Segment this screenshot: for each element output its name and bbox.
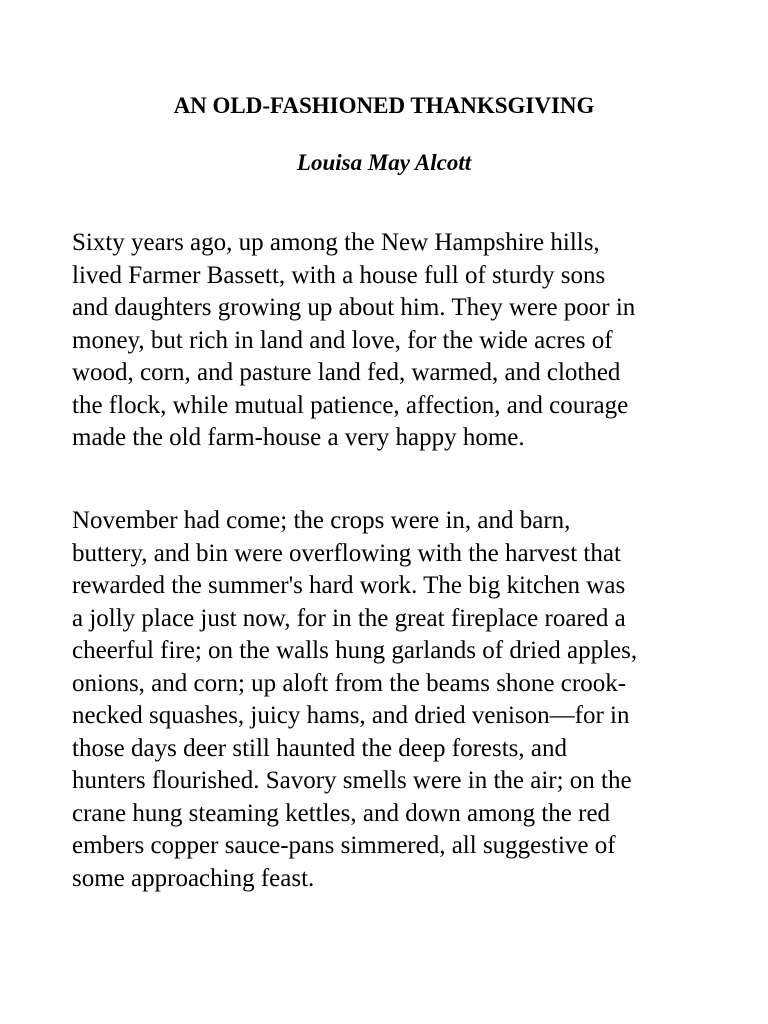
text-line: hunters flourished. Savory smells were in the air; on the <box>72 767 632 794</box>
text-line: crane hung steaming kettles, and down among the red <box>72 799 611 827</box>
text-line: necked squashes, juicy hams, and dried venison—for in <box>72 702 630 729</box>
text-line: and daughters growing up about him. They were poor in <box>72 294 636 321</box>
page-title: AN OLD-FASHIONED THANKSGIVING <box>173 93 595 118</box>
text-line: those days deer still haunted the deep forests, and <box>72 734 567 762</box>
paragraph-1 <box>72 227 702 455</box>
text-line: Sixty years ago, up among the New Hampshire hills, <box>72 229 600 256</box>
text-line: made the old farm-house a very happy home. <box>72 424 525 451</box>
text-line: buttery, and bin were overflowing with the harvest that <box>72 539 621 567</box>
text-line: embers copper sauce-pans simmered, all suggestive of <box>72 832 616 859</box>
text-line: cheerful fire; on the walls hung garlands of dried apples, <box>72 637 638 664</box>
text-line: onions, and corn; up aloft from the beams shone crook- <box>72 669 627 697</box>
text-line: November had come; the crops were in, and barn, <box>72 507 571 534</box>
text-line: the flock, while mutual patience, affection, and courage <box>72 391 629 419</box>
author-name: Louisa May Alcott <box>296 150 472 175</box>
text-line: money, but rich in land and love, for the wide acres of <box>72 326 613 354</box>
text-line: lived Farmer Bassett, with a house full of sturdy sons <box>72 261 606 289</box>
text-line: a jolly place just now, for in the great fireplace roared a <box>72 604 626 632</box>
text-line: some approaching feast. <box>72 864 315 892</box>
text-line: wood, corn, and pasture land fed, warmed, and clothed <box>72 359 621 386</box>
paragraph-2 <box>72 505 702 895</box>
text-line: rewarded the summer's hard work. The big kitchen was <box>72 572 626 599</box>
